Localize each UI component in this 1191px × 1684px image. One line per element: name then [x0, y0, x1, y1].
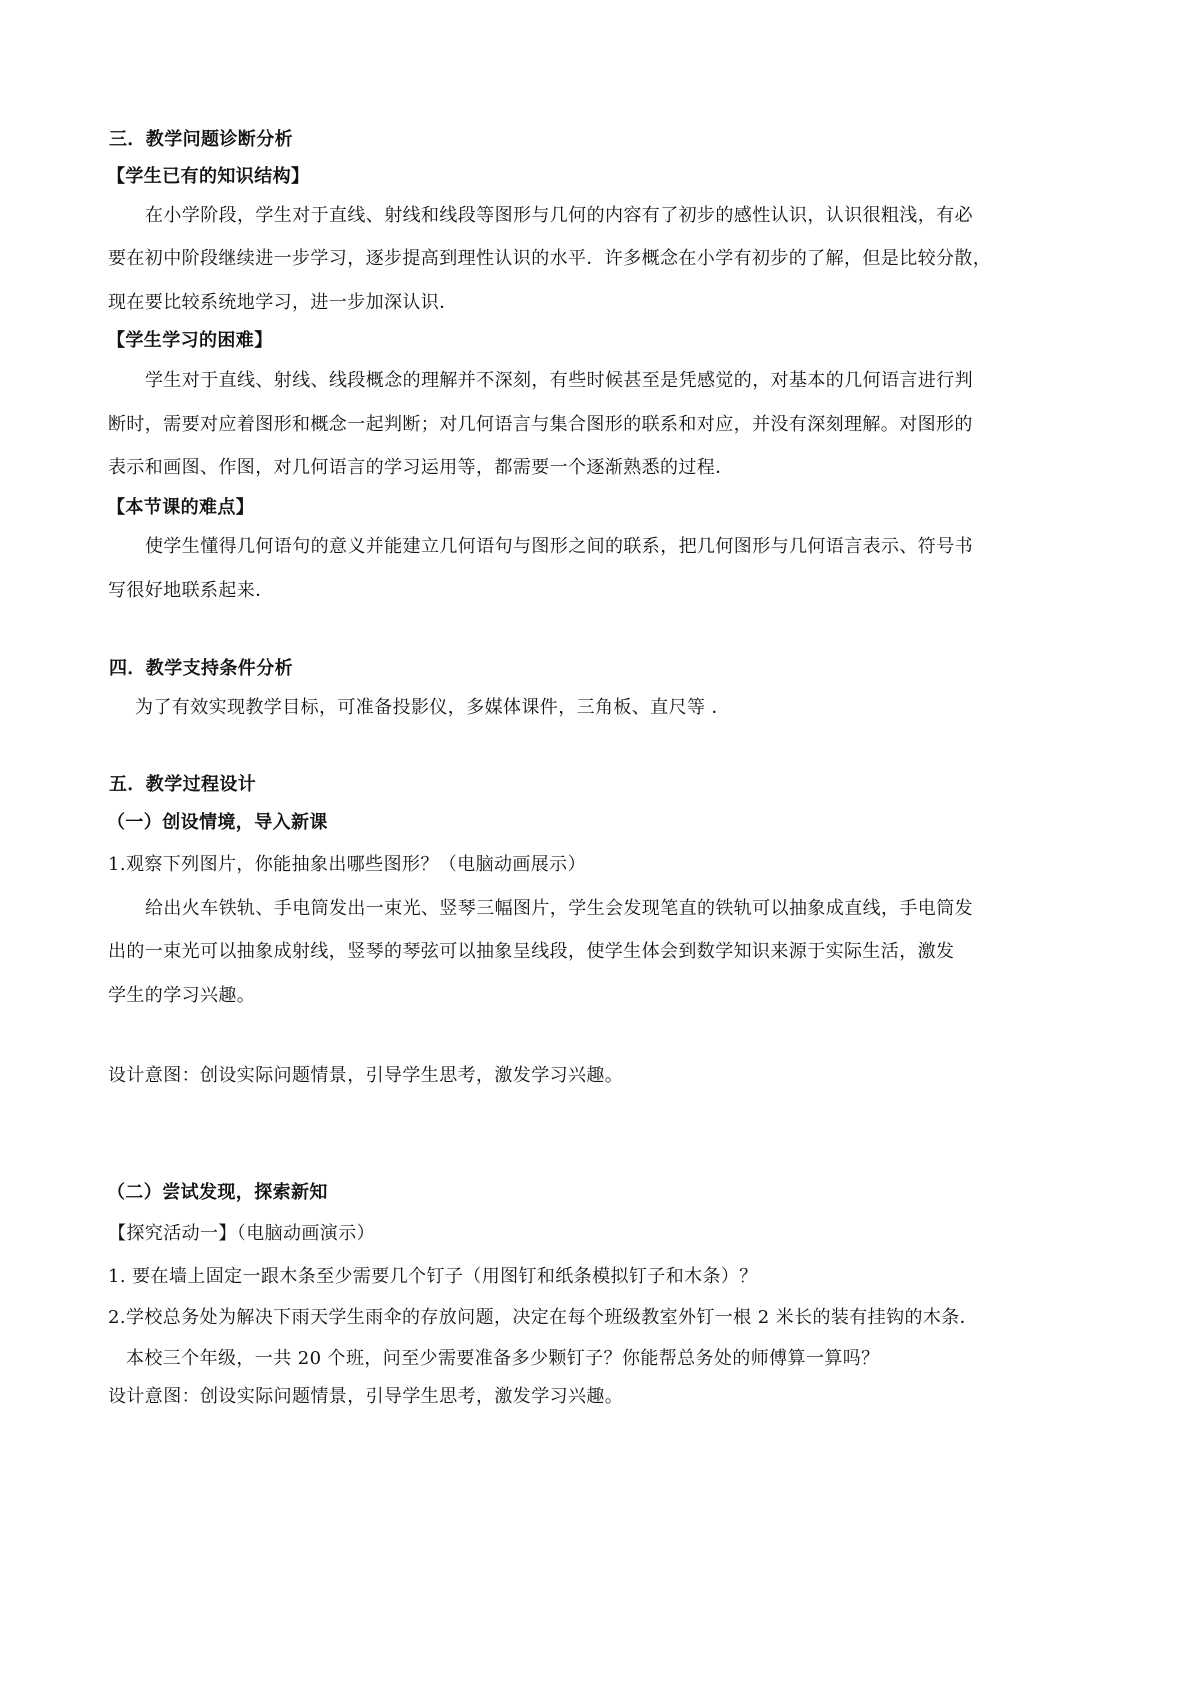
section5-part2-activity: 【探究活动一】（电脑动画演示）	[108, 1223, 375, 1244]
section3-sub1-line-2: 要在初中阶段继续进一步学习，逐步提高到理性认识的水平．许多概念在小学有初步的了解，但是比较分散，	[108, 248, 992, 269]
section3-sub1-line-3: 现在要比较系统地学习，进一步加深认识．	[108, 292, 458, 313]
section3-sub2-line-3: 表示和画图、作图，对几何语言的学习运用等，都需要一个逐渐熟悉的过程．	[108, 457, 734, 478]
section5-part1-title: （一）创设情境，导入新课	[107, 812, 328, 833]
section4-heading: 四．教学支持条件分析	[109, 658, 293, 679]
section5-part2-item2-cont: 本校三个年级，一共 20 个班，问至少需要准备多少颗钉子？你能帮总务处的师傅算一算吗？	[126, 1348, 880, 1369]
section3-sub2-line-2: 断时，需要对应着图形和概念一起判断；对几何语言与集合图形的联系和对应，并没有深刻理解。对图形的	[108, 414, 973, 435]
section3-sub2-line-1: 学生对于直线、射线、线段概念的理解并不深刻，有些时候甚至是凭感觉的，对基本的几何语言进行判	[145, 370, 973, 391]
section5-part2-item2: 2.学校总务处为解决下雨天学生雨伞的存放问题，决定在每个班级教室外钉一根 2 米长的装有挂钩的木条．	[108, 1307, 979, 1328]
section3-heading: 三．教学问题诊断分析	[109, 129, 293, 150]
section5-part2-item1: 1. 要在墙上固定一跟木条至少需要几个钉子（用图钉和纸条模拟钉子和木条）？	[108, 1266, 758, 1287]
section5-part2-title: （二）尝试发现，探索新知	[107, 1182, 328, 1203]
section5-part1-item1: 1.观察下列图片，你能抽象出哪些图形？（电脑动画展示）	[108, 854, 586, 875]
section3-sub1-title: 【学生已有的知识结构】	[107, 166, 310, 187]
section3-sub3-line-1: 使学生懂得几何语句的意义并能建立几何语句与图形之间的联系，把几何图形与几何语言表示、符号书	[145, 536, 973, 557]
section5-part1-line-1: 给出火车铁轨、手电筒发出一束光、竖琴三幅图片，学生会发现笔直的铁轨可以抽象成直线，手电筒发	[145, 898, 973, 919]
section3-sub3-line-2: 写很好地联系起来．	[108, 580, 274, 601]
section5-part1-intent: 设计意图：创设实际问题情景，引导学生思考，激发学习兴趣。	[108, 1065, 624, 1086]
section5-part2-intent: 设计意图：创设实际问题情景，引导学生思考，激发学习兴趣。	[108, 1386, 624, 1407]
section4-text: 为了有效实现教学目标，可准备投影仪，多媒体课件，三角板、直尺等 ．	[135, 697, 730, 718]
section5-part1-line-3: 学生的学习兴趣。	[108, 985, 256, 1006]
section5-heading: 五．教学过程设计	[109, 774, 257, 795]
section5-part1-line-2: 出的一束光可以抽象成射线，竖琴的琴弦可以抽象呈线段，使学生体会到数学知识来源于实际生活，激发	[108, 941, 955, 962]
section3-sub1-line-1: 在小学阶段，学生对于直线、射线和线段等图形与几何的内容有了初步的感性认识，认识很粗浅，有必	[145, 205, 973, 226]
section3-sub3-title: 【本节课的难点】	[107, 497, 255, 518]
section3-sub2-title: 【学生学习的困难】	[107, 330, 273, 351]
